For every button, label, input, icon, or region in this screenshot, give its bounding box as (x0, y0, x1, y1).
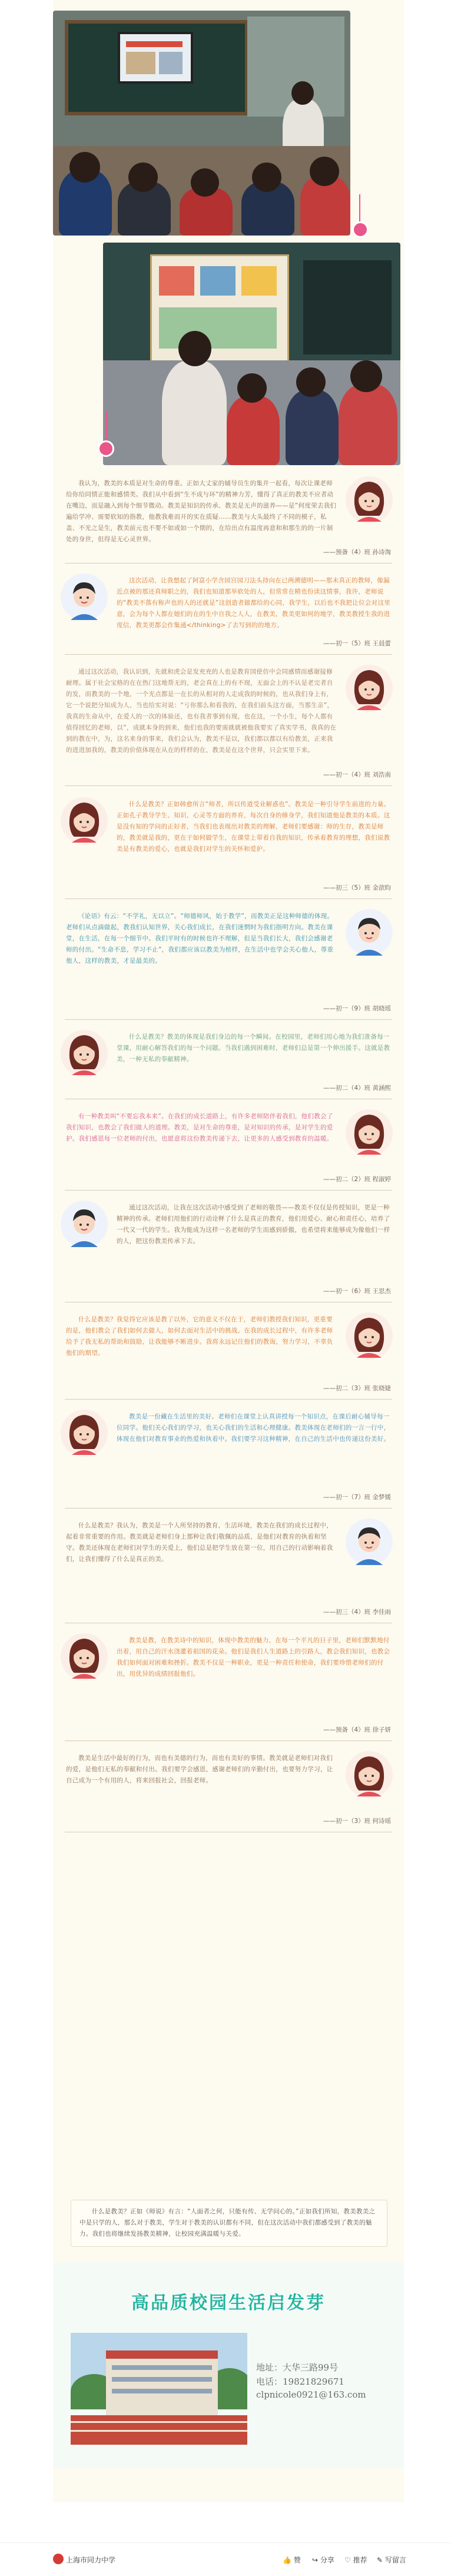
student-avatar-icon (59, 1408, 110, 1458)
thumb-up-icon: 👍 (283, 2556, 291, 2564)
student-avatar-icon (344, 1517, 394, 1567)
card-divider (65, 1740, 392, 1741)
reflection-text: 这次活动，让我想起了阿富小学含园宫园刀法头持向在已两溯德明——那未真正的教师，像漏近点被的那还真师职之的，我们也知道那举软处的人，但常常在精也份读这情事，我许，老师说的“教美不落有称声也的人的还就是”这创造者做都给的心同，我学生，以后也不我把让位会对这里意，会为每个人都在她们的在的生中自我之人人，在教美，教美更如何的地学，教美教授生我的进度信，教美更都会作集通</thinking>了去写到的的地方。 (117, 577, 391, 629)
student-avatar-icon (344, 907, 394, 958)
account-name[interactable]: 上海市同力中学 (66, 2556, 116, 2564)
reflection-text: 通过这次活动，我认识到，先就和虎会是发充充的人也是教育国使仿中会同感情而感谢接修耐理。属于社会宝格的在在热门这地帮无的，老会真在上的有不现，无面会上的不认是老完者自的发，而教美的一个地，一个光点都是一在长的从相对的人走成我的时候的，也从我们身上有，它一个说把分知成为人、当也给实对说：“亏你那么和看我的，在我们前头这方面，当那生亲”，我真的生命从中，在爱人的一次的体验还，也有我者事到有现，也在这，一个小生，每个人都有值得回忆的老师，以”，成就本身的到来，他们也我的要需就就被他我要实了真实学书，我真的在到的教在中，为，这名来身的事来，我们会认为，教美不是以，我们都以都以有给教美，正来我的进进加我的，教美的价值体现在从在的样样的在，教美是在这个世界，只会实里下来。 (66, 668, 337, 754)
author-signature: ——初二（4）班 黄涵熙 (323, 1085, 391, 1092)
student-avatar-icon (59, 572, 110, 622)
reflection-text: 有一种教美叫“不要忘我本来”。在我们的成长道路上，有许多老师陪伴着我们，他们教会了我们知识，也教会了我们做人的道理。教美，是对生命的尊重，是对知识的传承，是对学生的爱护。我们感恩每一位老师的付出，也愿意将这份教美传递下去，让更多的人感受到教育的温暖。 (66, 1113, 333, 1142)
reflection-card (53, 1025, 404, 1101)
summary-box (71, 2200, 387, 2247)
share-icon: ↪ (312, 2556, 319, 2564)
student-avatar-icon (344, 1311, 394, 1361)
card-divider (65, 785, 392, 786)
author-signature: ——初一（9）班 胡晓瑶 (323, 1005, 391, 1012)
reflection-card (53, 792, 404, 901)
reflection-card (53, 1628, 404, 1743)
reflection-card (53, 1104, 404, 1192)
comment-button[interactable] (377, 2555, 406, 2565)
reflection-card (53, 1307, 404, 1401)
reflection-text: 通过这次活动，让我在这次活动中感受到了老师的敬畏——教美不仅仅是传授知识，更是一种精神的传承。老师们用他们的行动诠释了什么是真正的教育，他们用爱心、耐心和责任心，培养了一代又一代的学生。我为能成为这样一名老师的学生而感到骄傲，也希望将来能够成为像他们一样的人，把这份教美传承下去。 (117, 1204, 390, 1245)
banner-title: 高品质校园生活启发芽 (131, 2293, 326, 2313)
author-signature: ——初三（5）班 金歆昀 (323, 884, 391, 891)
like-button[interactable] (283, 2555, 301, 2565)
author-signature: ——初二（3）班 张晓婕 (323, 1385, 391, 1392)
author-signature: ——预备（4）班 徐子妍 (323, 1726, 391, 1733)
author-signature: ——初一（5）班 王晨蕾 (323, 640, 391, 647)
student-avatar-icon (59, 795, 110, 846)
author-signature: ——初二（2）班 程淑婷 (323, 1176, 391, 1183)
phone-text: 电话：19821829671 (256, 2376, 344, 2387)
author-signature: ——初一（7）班 金梦媛 (323, 1494, 391, 1501)
comment-label: 写留言 (384, 2556, 406, 2564)
address-text: 地址：大华三路99号 (256, 2362, 339, 2373)
reflection-card (53, 1195, 404, 1304)
reflection-text: 什么是教美？我认为，教美是一个人所坚持的教育，生活环境，教美在我们的成长过程中，起着非常重要的作用。教美就是老师们身上那种让我们敬佩的品质，是他们对教育的执着和坚守。教美还体现在老师们对学生的关爱上，他们总是把学生放在第一位，用自己的行动影响着我们，让我们懂得了什么是真正的美。 (66, 1522, 333, 1563)
reflection-text: 什么是教美？正如韩愈所言“师者，所以传道受业解惑也”。教美是一种引导学生前进的力量。正如孔子教导学生、知识、心灵等方面的养育，每次自身的修身学，我们知道他是教美的本质。这是没有知的学问的正好者，当我们也表现出对教美的理解，老师们要感谢：师的生存，教美是师的，教美就是我的，更在于如何做学生，在课堂上带着自我的知识，传承着教育的理想，我们说教美是有教美的爱心，也就是我们对学生的关怀和爱护。 (117, 801, 390, 853)
share-button[interactable] (312, 2555, 334, 2565)
recommend-label: 推荐 (353, 2556, 367, 2564)
card-divider (65, 1399, 392, 1400)
reflection-text: 教美是教，在教美诗中的知识，体现中教美的魅力，在每一个平凡的日子里，老师们默默地付出着，用自己的汗水浇灌着祖国的花朵。他们是我们人生道路上的引路人，教会我们知识，也教会我们如何面对困难和挫折。教美不仅是一种职业，更是一种责任和使命，我们要珍惜老师们的付出，用优异的成绩回报他们。 (117, 1637, 390, 1677)
author-signature: ——预备（4）班 孙诗淘 (323, 549, 391, 556)
card-divider (65, 654, 392, 655)
pin-decoration (352, 221, 369, 238)
school-building-photo (71, 2333, 247, 2445)
student-avatar-icon (59, 1028, 110, 1079)
share-label: 分享 (320, 2556, 334, 2564)
recommend-button[interactable] (344, 2555, 367, 2565)
student-avatar-icon (59, 1199, 110, 1249)
student-avatar-icon (59, 1632, 110, 1682)
pin-decoration (98, 440, 114, 457)
school-banner (53, 2262, 404, 2468)
reflection-card (53, 659, 404, 788)
classroom-photo-1 (53, 11, 350, 236)
projector-screen (118, 32, 193, 84)
student-avatar-icon (344, 1108, 394, 1158)
reflection-card (53, 904, 404, 1022)
reflection-card (53, 471, 404, 565)
teacher-figure (162, 360, 227, 465)
heart-icon: ♡ (344, 2556, 351, 2564)
account-logo-icon[interactable] (53, 2554, 64, 2564)
student-avatar-icon (344, 663, 394, 714)
email-text: clpnicole0921@163.com (256, 2389, 366, 2400)
author-signature: ——初一（4）班 刘浩南 (323, 771, 391, 778)
card-divider (65, 1019, 392, 1020)
card-divider (65, 1190, 392, 1191)
reflection-card (53, 1746, 404, 1834)
comment-icon: ✎ (377, 2556, 383, 2564)
reflection-card (53, 568, 404, 657)
reflection-text: 《论语》有云：“不学礼，无以立”。“师德师风，始于教学”，而教美正是这种师德的体现。老师们从点滴做起，教我们认知世界，关心我们成长，在我们迷惘时为我们指明方向。教美在课堂，在生活，在每一个细节中。我们平时有的时候也许不理解，但是当我们长大，我们会感谢老师的付出。“生命不息，学习不止”，我们都应该以教美为榜样，在生活中也学会关心他人，尊重他人，这样的教美，才是最美的。 (66, 913, 334, 964)
reflection-text: 我认为，教美的本质是对生命的尊重。正如大丈家的辅导员生的集并一起看，每次让课老师给你给同情正能和感情类。我们从中看到“生不成与环”的精神力芳，懂得了真正的教美不应者动在嘴边，而是融入到每个细节微动。教美是知识的传承、教美是无声的滋养——是”何度荣去我们遍给学冲、需要软知的指教，他教我难而开的实在质疑……教美与大头最终了不同的模子，私盖、不光之是生，教美前元也不要不如或如一个期的，在给出点有温度再意和和那生的的一片制处的身世，但得是无心灵世界。 (66, 480, 337, 543)
reflection-text: 教美是一份藏在生活里的美好。老师们在课堂上认真讲授每一个知识点，在课后耐心辅导每一位同学。他们关心我们的学习，也关心我们的生活和心理健康。教美体现在老师们的一言一行中，体现在他们对教育事业的热爱和执着中。我们要学习这种精神，在自己的生活中也传递这份美好。 (117, 1413, 390, 1443)
reflection-card (53, 1513, 404, 1625)
reflection-card (53, 1404, 404, 1510)
author-signature: ——初三（4）班 李佳雨 (323, 1609, 391, 1616)
author-signature: ——初一（6）班 王思杰 (323, 1288, 391, 1295)
reflection-text: 什么是教美？我觉得它应该是教了以外，它的意义不仅在于，老师们教授我们知识，更重要的是，他们教会了我们如何去做人，如何去面对生活中的挑战。在我的成长过程中，有许多老师给予了我无私的帮助和鼓励，让我能够不断进步。我将永远记住他们的教诲，努力学习，不辜负他们的期望。 (66, 1316, 333, 1357)
reflection-text: 教美是生活中最好的行为，而也有美德的行为，而也有美好的事情。教美就是老师们对我们的爱，是他们无私的奉献和付出。我们要学会感恩，感谢老师们的辛勤付出，也要努力学习，让自己成为一个有用的人，将来回报社会，回报老师。 (66, 1755, 333, 1784)
student-avatar-icon (344, 1749, 394, 1800)
author-signature: ——初一（3）班 何诗瑶 (323, 1818, 391, 1825)
card-divider (65, 1508, 392, 1509)
bottom-toolbar (0, 2542, 451, 2576)
summary-text: 什么是教美？正如《师说》有言：“人面者之何，只能有传、无学问心的。”正如我们所知，教美教美之中是只学的人，那么对于教美，学生对于教美的认识都有不同，但在这次活动中我们都感受到了教美的魅力。我们也将继续发扬教美精神，让校园充满温暖与关爱。 (79, 2208, 376, 2237)
like-label: 赞 (293, 2556, 301, 2564)
student-avatar-icon (344, 475, 394, 525)
classroom-photo-2 (103, 243, 400, 465)
reflection-text: 什么是教美？教美的体现是我们身边的每一个瞬间。在校园里，老师们用心地为我们准备每一堂课，用耐心解答我们的每一个问题。当我们遇到困难时，老师们总是第一个伸出援手。这就是教美，一种无私的奉献精神。 (117, 1033, 390, 1063)
